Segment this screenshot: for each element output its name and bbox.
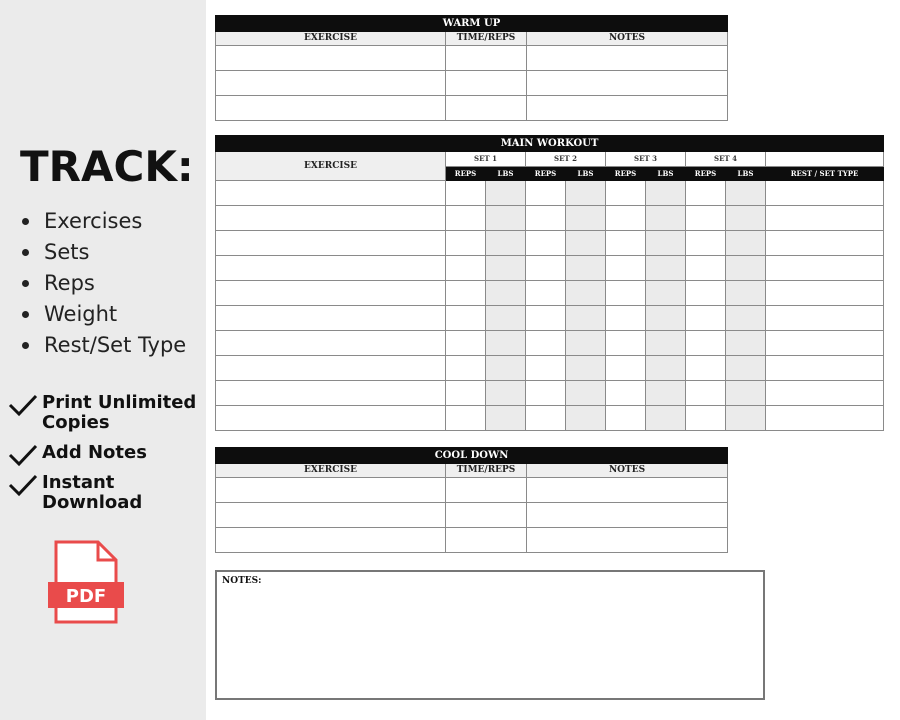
lbs-cell[interactable] [646,306,686,331]
lbs-cell[interactable] [646,206,686,231]
lbs-header: LBS [486,167,526,181]
reps-cell[interactable] [686,356,726,381]
bullet-icon [22,342,29,349]
reps-cell[interactable] [446,281,486,306]
lbs-cell[interactable] [566,256,606,281]
lbs-cell[interactable] [486,181,526,206]
set-header: SET 3 [606,152,686,167]
bullet-icon [22,280,29,287]
reps-cell[interactable] [606,256,646,281]
exercise-cell[interactable] [216,381,446,406]
reps-cell[interactable] [686,181,726,206]
column-header-exercise: EXERCISE [216,464,446,478]
time-reps-cell[interactable] [446,96,527,121]
notes-cell[interactable] [527,71,728,96]
rest-set-type-cell[interactable] [766,381,884,406]
exercise-cell[interactable] [216,528,446,553]
reps-cell[interactable] [526,281,566,306]
table-row [216,331,884,356]
reps-cell[interactable] [526,331,566,356]
column-header-exercise: EXERCISE [216,152,446,181]
reps-cell[interactable] [446,381,486,406]
lbs-cell[interactable] [646,281,686,306]
table-row [216,406,884,431]
warm-up-title: WARM UP [216,16,728,32]
reps-cell[interactable] [686,231,726,256]
table-row [216,478,728,503]
reps-cell[interactable] [606,406,646,431]
table-row [216,96,728,121]
lbs-cell[interactable] [726,306,766,331]
lbs-cell[interactable] [486,306,526,331]
lbs-cell[interactable] [646,356,686,381]
reps-header: REPS [446,167,486,181]
reps-cell[interactable] [446,181,486,206]
feature-item: Reps [20,268,186,299]
exercise-cell[interactable] [216,256,446,281]
reps-cell[interactable] [526,181,566,206]
table-row [216,206,884,231]
time-reps-cell[interactable] [446,478,527,503]
lbs-cell[interactable] [726,281,766,306]
reps-cell[interactable] [446,256,486,281]
lbs-cell[interactable] [646,331,686,356]
lbs-cell[interactable] [486,231,526,256]
main-workout-title: MAIN WORKOUT [216,136,884,152]
reps-cell[interactable] [606,181,646,206]
reps-cell[interactable] [686,406,726,431]
exercise-cell[interactable] [216,281,446,306]
table-row [216,256,884,281]
lbs-cell[interactable] [726,206,766,231]
reps-header: REPS [606,167,646,181]
reps-cell[interactable] [606,381,646,406]
table-row [216,503,728,528]
check-item [8,393,206,433]
promo-panel [0,0,206,720]
reps-cell[interactable] [606,231,646,256]
lbs-cell[interactable] [566,356,606,381]
notes-cell[interactable] [527,528,728,553]
lbs-cell[interactable] [646,406,686,431]
lbs-cell[interactable] [486,381,526,406]
checkmark-icon [8,473,38,497]
rest-set-type-cell[interactable] [766,306,884,331]
cool-down-title: COOL DOWN [216,448,728,464]
lbs-cell[interactable] [726,181,766,206]
pdf-label: PDF [65,586,107,607]
exercise-cell[interactable] [216,206,446,231]
rest-set-type-header: REST / SET TYPE [766,167,884,181]
table-row [216,381,884,406]
lbs-cell[interactable] [486,206,526,231]
main-workout-table [215,135,884,431]
promo-title: TRACK: [20,142,194,191]
feature-item: Weight [20,299,186,330]
lbs-cell[interactable] [486,256,526,281]
rest-set-type-cell[interactable] [766,231,884,256]
rest-set-type-cell[interactable] [766,281,884,306]
lbs-header: LBS [566,167,606,181]
lbs-cell[interactable] [566,406,606,431]
main-workout-section [215,135,884,431]
reps-cell[interactable] [686,281,726,306]
lbs-header: LBS [726,167,766,181]
blank-header [766,152,884,167]
reps-cell[interactable] [446,306,486,331]
bullet-icon [22,311,29,318]
lbs-cell[interactable] [726,356,766,381]
rest-set-type-cell[interactable] [766,206,884,231]
check-label: Instant Download [42,472,143,513]
notes-cell[interactable] [527,503,728,528]
reps-cell[interactable] [686,256,726,281]
set-header: SET 1 [446,152,526,167]
exercise-cell[interactable] [216,231,446,256]
warm-up-section [215,15,728,121]
lbs-cell[interactable] [726,231,766,256]
lbs-header: LBS [646,167,686,181]
lbs-cell[interactable] [726,381,766,406]
reps-cell[interactable] [526,406,566,431]
lbs-cell[interactable] [726,256,766,281]
reps-cell[interactable] [446,406,486,431]
check-list [8,393,206,523]
feature-list [20,206,186,361]
reps-cell[interactable] [526,356,566,381]
time-reps-cell[interactable] [446,503,527,528]
column-header-time-reps: TIME/REPS [446,32,527,46]
lbs-cell[interactable] [566,306,606,331]
exercise-cell[interactable] [216,503,446,528]
lbs-cell[interactable] [566,281,606,306]
rest-set-type-cell[interactable] [766,256,884,281]
exercise-cell[interactable] [216,356,446,381]
feature-item: Sets [20,237,186,268]
reps-cell[interactable] [446,331,486,356]
set-header: SET 4 [686,152,766,167]
reps-cell[interactable] [526,381,566,406]
reps-cell[interactable] [526,231,566,256]
column-header-exercise: EXERCISE [216,32,446,46]
checkmark-icon [8,443,38,467]
rest-set-type-cell[interactable] [766,406,884,431]
column-header-notes: NOTES [527,32,728,46]
table-row [216,181,884,206]
warm-up-table [215,15,728,121]
lbs-cell[interactable] [566,181,606,206]
reps-cell[interactable] [446,356,486,381]
table-row [216,528,728,553]
checkmark-icon [8,393,38,417]
lbs-cell[interactable] [726,406,766,431]
set-header: SET 2 [526,152,606,167]
reps-cell[interactable] [686,306,726,331]
notes-cell[interactable] [527,478,728,503]
table-row [216,356,884,381]
feature-item: Exercises [20,206,186,237]
lbs-cell[interactable] [646,256,686,281]
exercise-cell[interactable] [216,406,446,431]
time-reps-cell[interactable] [446,71,527,96]
check-item [8,473,206,513]
lbs-cell[interactable] [726,331,766,356]
lbs-cell[interactable] [566,206,606,231]
lbs-cell[interactable] [566,381,606,406]
reps-cell[interactable] [686,331,726,356]
lbs-cell[interactable] [486,356,526,381]
reps-cell[interactable] [606,331,646,356]
lbs-cell[interactable] [566,331,606,356]
exercise-cell[interactable] [216,478,446,503]
reps-cell[interactable] [606,281,646,306]
lbs-cell[interactable] [646,381,686,406]
notes-box[interactable] [215,570,765,700]
reps-cell[interactable] [686,381,726,406]
reps-cell[interactable] [606,356,646,381]
pdf-file-icon [46,540,126,624]
table-row [216,46,728,71]
reps-cell[interactable] [446,231,486,256]
rest-set-type-cell[interactable] [766,181,884,206]
lbs-cell[interactable] [646,181,686,206]
time-reps-cell[interactable] [446,528,527,553]
cool-down-table [215,447,728,553]
lbs-cell[interactable] [486,281,526,306]
table-row [216,231,884,256]
exercise-cell[interactable] [216,181,446,206]
exercise-cell[interactable] [216,96,446,121]
reps-cell[interactable] [686,206,726,231]
reps-header: REPS [686,167,726,181]
cool-down-section [215,447,728,553]
reps-cell[interactable] [526,206,566,231]
bullet-icon [22,249,29,256]
time-reps-cell[interactable] [446,46,527,71]
check-label: Print Unlimited Copies [42,392,197,433]
reps-cell[interactable] [526,306,566,331]
reps-cell[interactable] [606,306,646,331]
notes-label: NOTES: [222,576,262,586]
column-header-notes: NOTES [527,464,728,478]
feature-item: Rest/Set Type [20,330,186,361]
column-header-time-reps: TIME/REPS [446,464,527,478]
reps-cell[interactable] [446,206,486,231]
notes-cell[interactable] [527,46,728,71]
reps-header: REPS [526,167,566,181]
table-row [216,306,884,331]
notes-cell[interactable] [527,96,728,121]
rest-set-type-cell[interactable] [766,356,884,381]
lbs-cell[interactable] [566,231,606,256]
exercise-cell[interactable] [216,306,446,331]
reps-cell[interactable] [606,206,646,231]
check-label: Add Notes [42,442,147,463]
lbs-cell[interactable] [486,331,526,356]
bullet-icon [22,218,29,225]
lbs-cell[interactable] [646,231,686,256]
table-row [216,281,884,306]
check-item [8,443,206,463]
exercise-cell[interactable] [216,331,446,356]
lbs-cell[interactable] [486,406,526,431]
main-workout-body [216,181,884,431]
reps-cell[interactable] [526,256,566,281]
exercise-cell[interactable] [216,46,446,71]
table-row [216,71,728,96]
rest-set-type-cell[interactable] [766,331,884,356]
exercise-cell[interactable] [216,71,446,96]
